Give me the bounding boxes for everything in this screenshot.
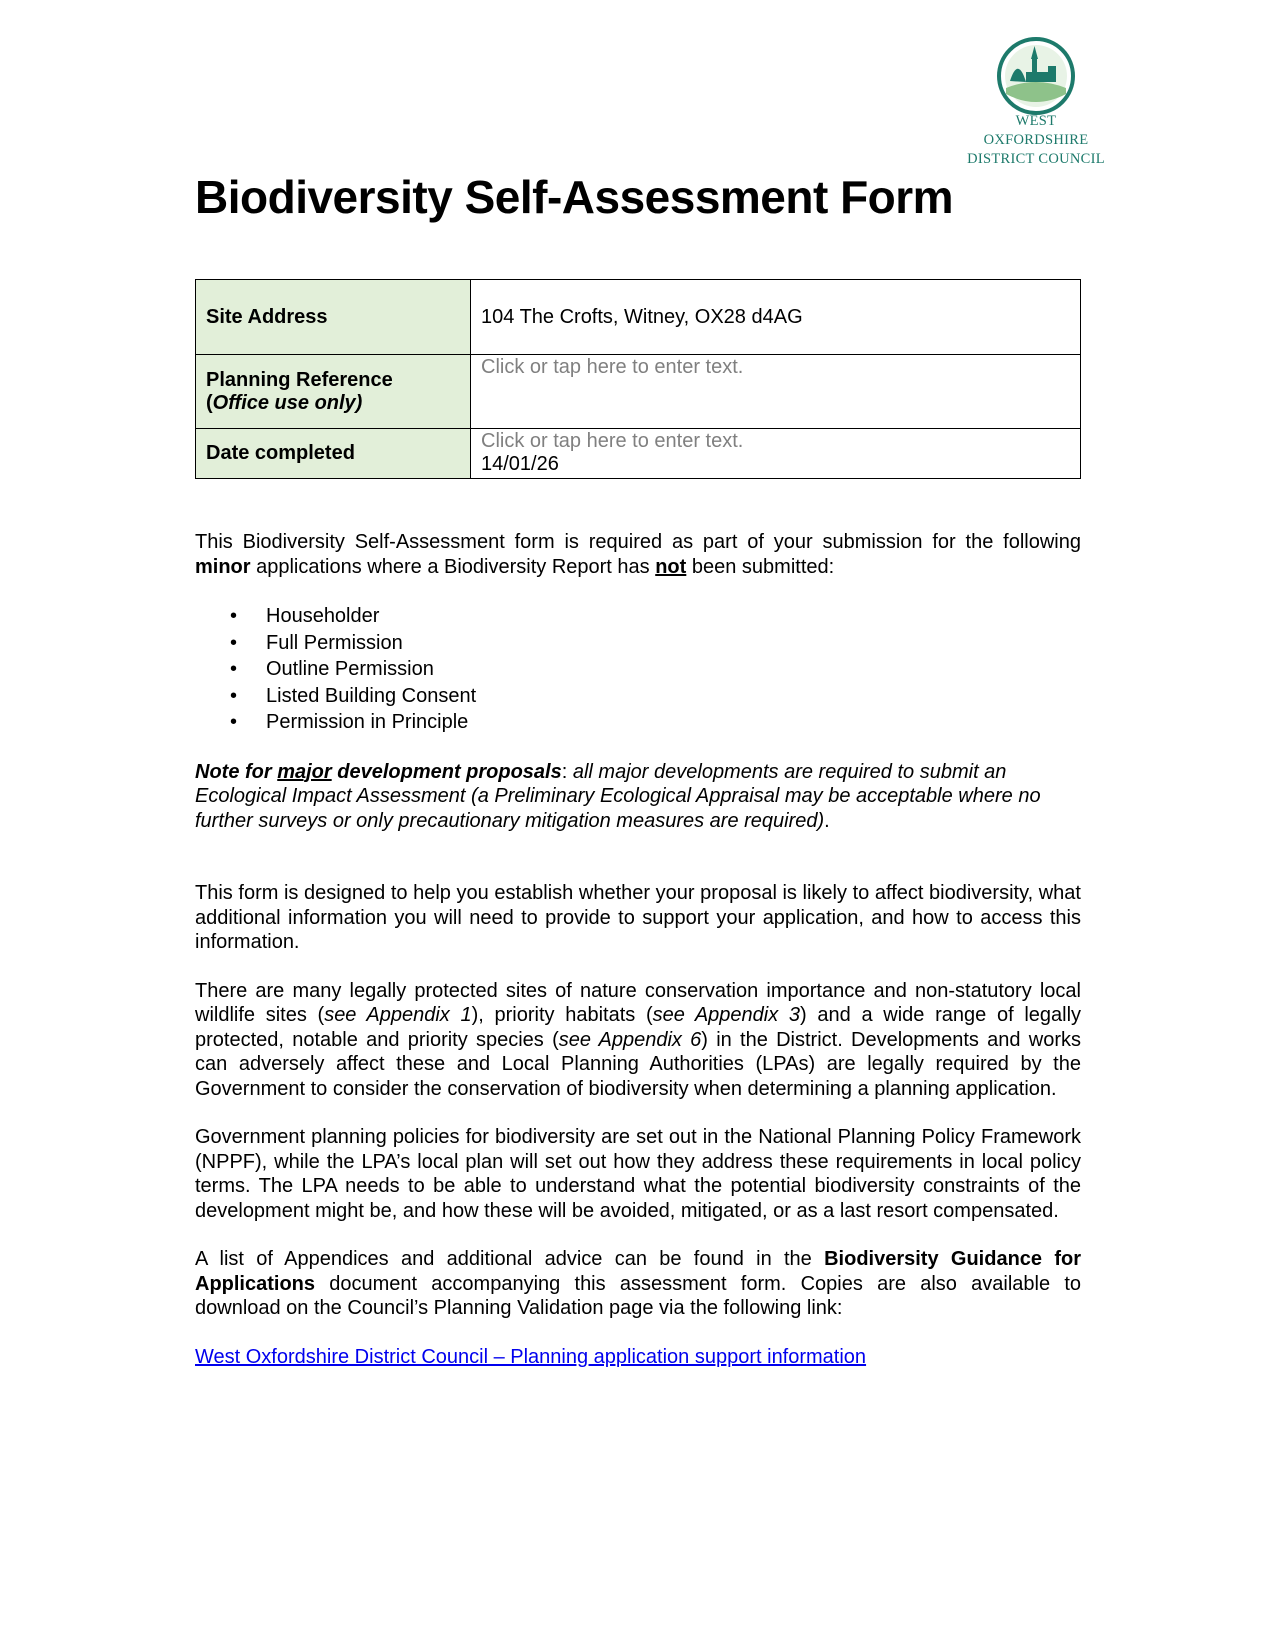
note-text: all major developments are required to submit an Ecological Impact Assessment (a Preliminary Ecological Appraisal may be acceptable where no further surveys or only precautionary mitigation measures are required) — [195, 760, 1041, 832]
appendices-text-2: document accompanying this assessment form. Copies are also available to download on the Council’s Planning Validation page via the following link: — [195, 1272, 1081, 1319]
appendices-paragraph — [195, 1247, 1081, 1321]
link-paragraph — [195, 1345, 1081, 1370]
table-row — [196, 355, 1081, 429]
designed-paragraph: This form is designed to help you establish whether your proposal is likely to affect biodiversity, what additional information you will need to provide to support your application, and how to access this information. — [195, 882, 1081, 953]
paren-open: ( — [206, 391, 213, 414]
council-logo — [966, 36, 1106, 167]
logo-line-2: DISTRICT COUNCIL — [967, 151, 1105, 167]
application-types-list — [195, 603, 1081, 736]
list-item: • Outline Permission — [195, 656, 1081, 683]
intro-text-2: applications where a Biodiversity Report has — [250, 555, 656, 578]
protected-text-4: ) in the District. Developments and works can adversely affect these and Local Planning Authorities (LPAs) are legally required by the Government to consider the conservation of biodiversity when determining a planning application. — [195, 1028, 1082, 1100]
appendix-1-ref: see Appendix 1 — [324, 1004, 472, 1026]
major-emphasis: major — [277, 760, 332, 783]
logo-line-1: WEST OXFORDSHIRE — [983, 113, 1089, 148]
appendices-text-1: A list of Appendices and additional advice can be found in the — [195, 1248, 825, 1270]
list-item: • Permission in Principle — [195, 709, 1081, 736]
planning-reference-field[interactable]: Click or tap here to enter text. — [471, 355, 1081, 429]
planning-reference-label — [196, 355, 471, 429]
date-value: 14/01/26 — [481, 453, 559, 475]
major-development-note — [195, 760, 1081, 834]
intro-text-3: been submitted: — [686, 555, 835, 578]
list-item: • Full Permission — [195, 630, 1081, 657]
appendix-6-ref: see Appendix 6 — [558, 1028, 702, 1051]
minor-emphasis: minor — [195, 555, 251, 578]
protected-text-1: There are many legally protected sites of nature conservation importance and non-statutory local wildlife sites ( — [195, 979, 1081, 1026]
site-address-field[interactable]: 104 The Crofts, Witney, OX28 d4AG — [471, 280, 1081, 355]
site-details-table — [195, 279, 1081, 479]
list-item: • Householder — [195, 603, 1081, 630]
date-placeholder: Click or tap here to enter text. — [481, 430, 744, 452]
table-row — [196, 429, 1081, 479]
date-completed-field[interactable] — [471, 429, 1081, 479]
appendix-3-ref: see Appendix 3 — [652, 1004, 801, 1026]
protected-text-2: ), priority habitats ( — [471, 1004, 653, 1026]
list-item: • Listed Building Consent — [195, 683, 1081, 710]
page-title: Biodiversity Self-Assessment Form — [195, 171, 954, 223]
table-row — [196, 280, 1081, 355]
not-emphasis: not — [655, 555, 687, 578]
office-use-note: Office use only) — [212, 391, 363, 414]
protected-text-3: ) and a wide range of legally protected, notable and priority species ( — [195, 1004, 1082, 1051]
intro-paragraph — [195, 530, 1081, 579]
note-lead-2: development proposals — [331, 760, 562, 783]
note-colon: : — [561, 760, 568, 783]
protected-sites-paragraph — [195, 979, 1081, 1102]
guidance-document-title: Biodiversity Guidance for Applications — [195, 1248, 1081, 1295]
document-body — [195, 530, 1081, 1393]
note-end: . — [824, 809, 830, 832]
planning-reference-title: Planning Reference — [206, 368, 393, 391]
policy-paragraph: Government planning policies for biodiversity are set out in the National Planning Policy Framework (NPPF), while the LPA’s local plan will set out how they address these requirements in local policy terms. The LPA needs to be able to understand what the potential biodiversity constraints of the development might be, and how these will be avoided, mitigated, or as a last resort compensated. — [195, 1126, 1081, 1222]
council-emblem-icon — [996, 36, 1076, 116]
note-lead-1: Note for — [195, 760, 278, 783]
planning-support-link[interactable]: West Oxfordshire District Council – Planning application support information — [195, 1345, 867, 1368]
site-address-label: Site Address — [196, 280, 471, 355]
date-completed-label: Date completed — [196, 429, 471, 479]
intro-text-1: This Biodiversity Self-Assessment form is required as part of your submission for the following — [195, 531, 1081, 553]
